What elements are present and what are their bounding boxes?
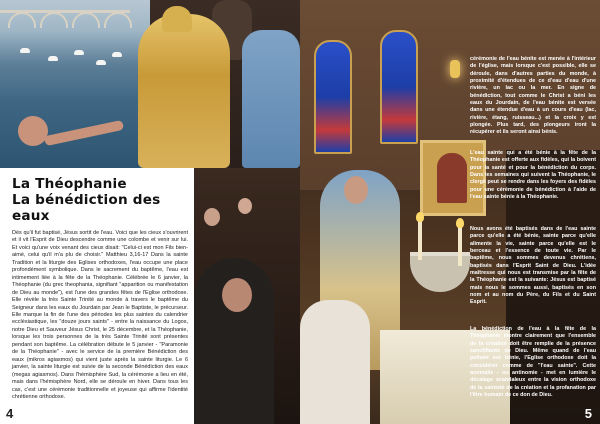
overlay-paragraph-3: Nous avons été baptisés dans de l'eau sainte parce qu'elle a été bénie, sainte parce qu'elle alimente la vie, sainte parce qu'elle est le berceau et l'essence de toute vie. Par le baptême, nous sommes devenus chrétiens, baptisés dans l'Esprit Saint de Dieu. L'idée maîtresse qui nous est transmise par la fête de la Théophanie est la suivante: Jésus est baptisé mais nous le sommes aussi, baptisés en son nom et au nom du Père, du Fils et du Saint Esprit. [470,226,596,306]
swan [48,56,58,61]
title-line-1: La Théophanie [12,176,127,192]
altar-boy [300,300,370,424]
lamp [450,60,460,78]
swan [74,50,84,55]
overlay-paragraph-2: L'eau sainte qui a été bénie à la fête de la Théophanie est offerte aux fidèles, qui la boivent pour la santé et pour la bénédiction du corps. Dans les semaines qui suivent la Théophanie, le clergé peut se rendre dans les foyers des fidèles pour une cérémonie de bénédiction à l'aide de l'eau sainte bénie à la Théophanie. [470,150,596,201]
right-page [300,0,600,424]
page-number-left: 4 [6,406,14,421]
stained-glass-window [314,40,352,154]
swan [20,48,30,53]
article-title [12,176,188,224]
candle [458,226,462,266]
title-line-2: La bénédiction des eaux [12,192,161,224]
river-blessing-photo [0,0,300,168]
candle [418,220,422,260]
overlay-paragraph-1: cérémonie de l'eau bénite est menée à l'intérieur de l'église, mais lorsque c'est possible, elle se déroule, dans d'autres parties du monde, à proximité d'étendues de ce d'eau d'eau d'une rivière, un lac ou la mer. En signe de bénédiction, tout comme le Christ a béni les eaux du Jourdain, de l'eau bénite est versée dans une étendue d'eau à un cours d'eau (lac, rivière, étang, ruisseau...) et la croix y est plongée. Plus tard, des plongeurs iront la récupérer et ils seront ainsi bénis. [470,56,596,136]
congregation-photo [194,168,300,424]
overlay-paragraph-4: La bénédiction de l'eau à la fête de la Théophanie montre clairement que l'ensemble de la création doit être remplie de la présence sanctifiante de Dieu. Même quand de l'eau polluée est bénie, l'Eglise orthodoxe doit la considérer comme de "l'eau sainte". Cette anomalie - ou antinomie - met en lumière le décalage scandaleux entre la vision orthodoxe de la sainteté de la création et la profanation par l'être humain de ce don de Dieu. [470,326,596,399]
article-body: Dès qu'il fut baptisé, Jésus sortit de l'eau. Voici que les cieux s'ouvrirent et il vit l'Esprit de Dieu descendre comme une colombe et venir sur lui. Et voici qu'une voix venant des cieux disait: "Celui-ci est mon Fils bien-aimé, celui qu'il m'a plu de choisir." Matthieu 3,16-17 Dans la sainte Tradition et la liturgie des Eglises orthodoxes, l'eau occupe une place profondément symbolique. Dans le sacrement du baptême, l'eau est intimement liée à la fête de la Théophanie. Célébrée le 6 janvier, la Théophanie (du grec theophania, signifiant "apparition ou manifestation de Dieu au monde"), est l'une des grandes fêtes de l'Eglise orthodoxe. Elle révèle la très Sainte Trinité au monde à travers le baptême du Seigneur dans les eaux du Jourdain par Jean le Baptiste, le précurseur. Elle marque la fin de l'une des périodes les plus saintes du calendrier ecclésiastique, les "douze jours saints" - entre la naissance du Logos, notre Dieu et Sauveur Jésus Christ, le 25 décembre, et la Théophanie, lorsque les trois personnes de la très Sainte Trinité sont présentes pendant son baptême. La célébration débute le 5 janvier - "Paramonie de la Théophanie" - avec le service de la première Bénédiction des eaux (mikros agiasmos) qui vient juste après la sainte liturgie. Le 6 janvier, la sainte liturgie est suivie de la seconde Bénédiction des eaux (megas agiasmos). Dans l'hémisphère Sud, la cérémonie a lieu en été, mais dans l'hémisphère Nord, elle se déroule en hiver. Dans tous les cas, c'est une cérémonie traditionnelle et joyeuse qui affirme l'identité chrétienne orthodoxe. [12,230,188,400]
article-column [12,176,188,401]
swimmer-figure [18,116,48,146]
swan [96,60,106,65]
bishop-figure [138,14,230,168]
swan [112,52,122,57]
deacon-figure [242,30,300,168]
stained-glass-window [380,30,418,144]
page-number-right: 5 [584,406,592,421]
mitre [162,6,192,32]
overlay-column [470,0,600,424]
